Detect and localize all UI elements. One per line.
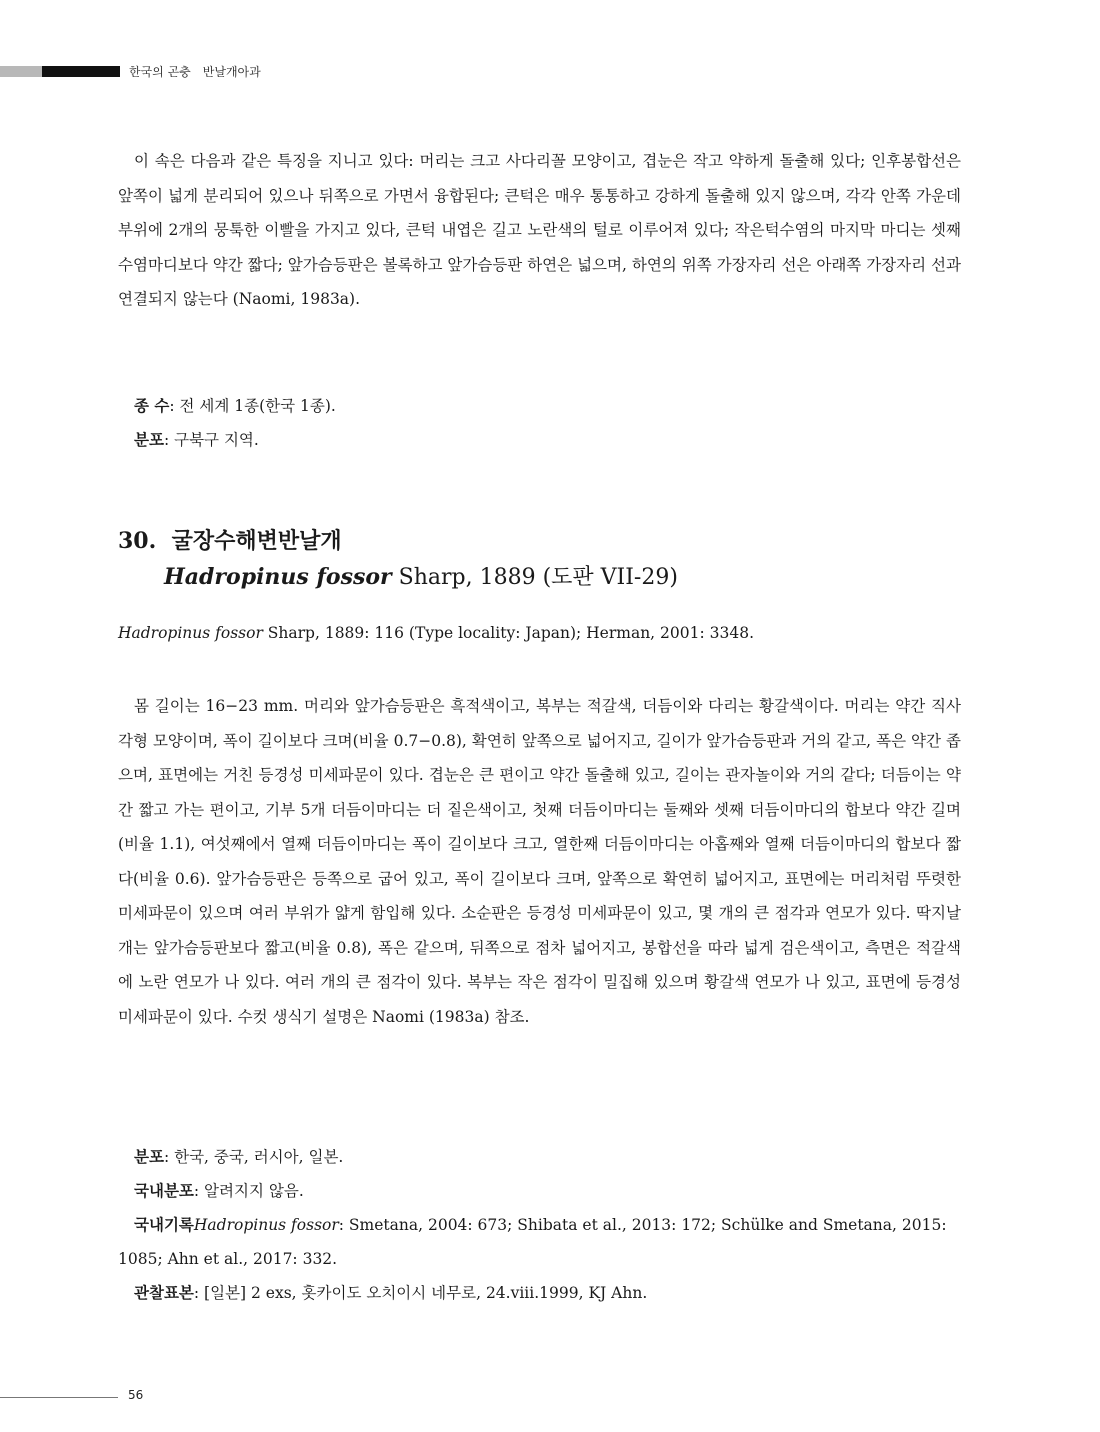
species-heading — [118, 524, 342, 555]
genus-species-value: : 전 세계 1종(한국 1종). — [169, 397, 336, 415]
header-bar-black — [42, 66, 120, 77]
examined-specimens — [134, 1276, 647, 1310]
genus-distribution-value: : 구북구 지역. — [163, 431, 259, 449]
species-description: 몸 길이는 16−23 mm. 머리와 앞가슴등판은 흑적색이고, 복부는 적갈색, 더듬이와 다리는 황갈색이다. 머리는 약간 직사각형 모양이며, 폭이 길이보다 크며(비율 0.7−0.8), 확연히 앞쪽으로 넓어지고, 길이가 앞가슴등판과 거의 같고, 폭은 약간 좁으며, 표면에는 거친 등경성 미세파문이 있다. 겹눈은 큰 편이고 약간 돌출해 있고, 길이는 관자놀이와 거의 같다; 더듬이는 약간 짧고 가는 편이고, 기부 5개 더듬이마디는 더 짙은색이고, 첫째 더듬이마디는 둘째와 셋째 더듬이마디의 합보다 약간 길며(비율 1.1), 여섯째에서 열째 더듬이마디는 폭이 길이보다 크고, 열한째 더듬이마디는 아홉째와 열째 더듬이마디의 합보다 짧다(비율 0.6). 앞가슴등판은 등쪽으로 굽어 있고, 폭이 길이보다 크며, 앞쪽으로 확연히 넓어지고, 표면에는 머리처럼 뚜렷한 미세파문이 있으며 여러 부위가 얇게 함입해 있다. 소순판은 등경성 미세파문이 있고, 몇 개의 큰 점각과 연모가 있다. 딱지날개는 앞가슴등판보다 짧고(비율 0.8), 폭은 같으며, 뒤쪽으로 점차 넓어지고, 봉합선을 따라 넓게 검은색이고, 측면은 적갈색에 노란 연모가 나 있다. 여러 개의 큰 점각이 있다. 복부는 작은 점각이 밀집해 있으며 황갈색 연모가 나 있고, 표면에 등경성 미세파문이 있다. 수컷 생식기 설명은 Naomi (1983a) 참조. — [118, 697, 961, 1026]
specimens-value: : [일본] 2 exs, 홋카이도 오치이시 네무로, 24.viii.1999, KJ Ahn. — [193, 1284, 648, 1302]
species-plate: (도판 VII-29) — [542, 565, 678, 590]
genus-species-count — [134, 389, 336, 423]
header-book-title: 한국의 곤충 — [129, 65, 191, 79]
specimens-label: 관찰표본 — [134, 1283, 194, 1302]
genus-distribution-label: 분포 — [134, 430, 164, 449]
distribution — [134, 1140, 343, 1174]
genus-distribution — [134, 423, 259, 457]
domestic-records-value: : Smetana, 2004: 673; Shibata et al., 2013: 172; Schülke and Smetana, 2015: 1085; Ahn et al., 2017: 332. — [118, 1216, 947, 1268]
domestic-records-name: Hadropinus fossor — [193, 1216, 339, 1234]
species-korean-name: 굴장수해변반날개 — [171, 528, 342, 554]
page-number: 56 — [128, 1388, 144, 1402]
domestic-distribution-label: 국내분포 — [134, 1181, 194, 1200]
running-header — [129, 63, 261, 80]
citation-name: Hadropinus fossor — [118, 624, 263, 642]
species-scientific-name: Hadropinus fossor — [164, 564, 392, 590]
species-scientific-heading — [164, 560, 678, 591]
footer-rule — [0, 1397, 118, 1398]
header-bar-gray — [0, 66, 42, 77]
distribution-value: : 한국, 중국, 러시아, 일본. — [163, 1148, 344, 1166]
distribution-label: 분포 — [134, 1147, 164, 1166]
genus-species-label: 종 수 — [134, 396, 170, 415]
species-number: 30. — [118, 528, 157, 554]
citation-rest: Sharp, 1889: 116 (Type locality: Japan); Herman, 2001: 3348. — [262, 624, 755, 642]
domestic-distribution — [134, 1174, 304, 1208]
species-citation — [118, 624, 754, 642]
domestic-records — [118, 1208, 961, 1276]
header-chapter: 반날개아과 — [202, 65, 261, 79]
domestic-records-label: 국내기록 — [134, 1215, 194, 1234]
genus-description: 이 속은 다음과 같은 특징을 지니고 있다: 머리는 크고 사다리꼴 모양이고, 겹눈은 작고 약하게 돌출해 있다; 인후봉합선은 앞쪽이 넓게 분리되어 있으나 뒤쪽으로 가면서 융합된다; 큰턱은 매우 통통하고 강하게 돌출해 있지 않으며, 각각 안쪽 가운데 부위에 2개의 뭉툭한 이빨을 가지고 있다, 큰턱 내엽은 길고 노란색의 털로 이루어져 있다; 작은턱수염의 마지막 마디는 셋째 수염마디보다 약간 짧다; 앞가슴등판은 볼록하고 앞가슴등판 하연은 넓으며, 하연의 위쪽 가장자리 선은 아래쪽 가장자리 선과 연결되지 않는다 (Naomi, 1983a). — [118, 152, 961, 308]
domestic-distribution-value: : 알려지지 않음. — [193, 1182, 304, 1200]
species-author-year: Sharp, 1889 — [398, 565, 536, 590]
